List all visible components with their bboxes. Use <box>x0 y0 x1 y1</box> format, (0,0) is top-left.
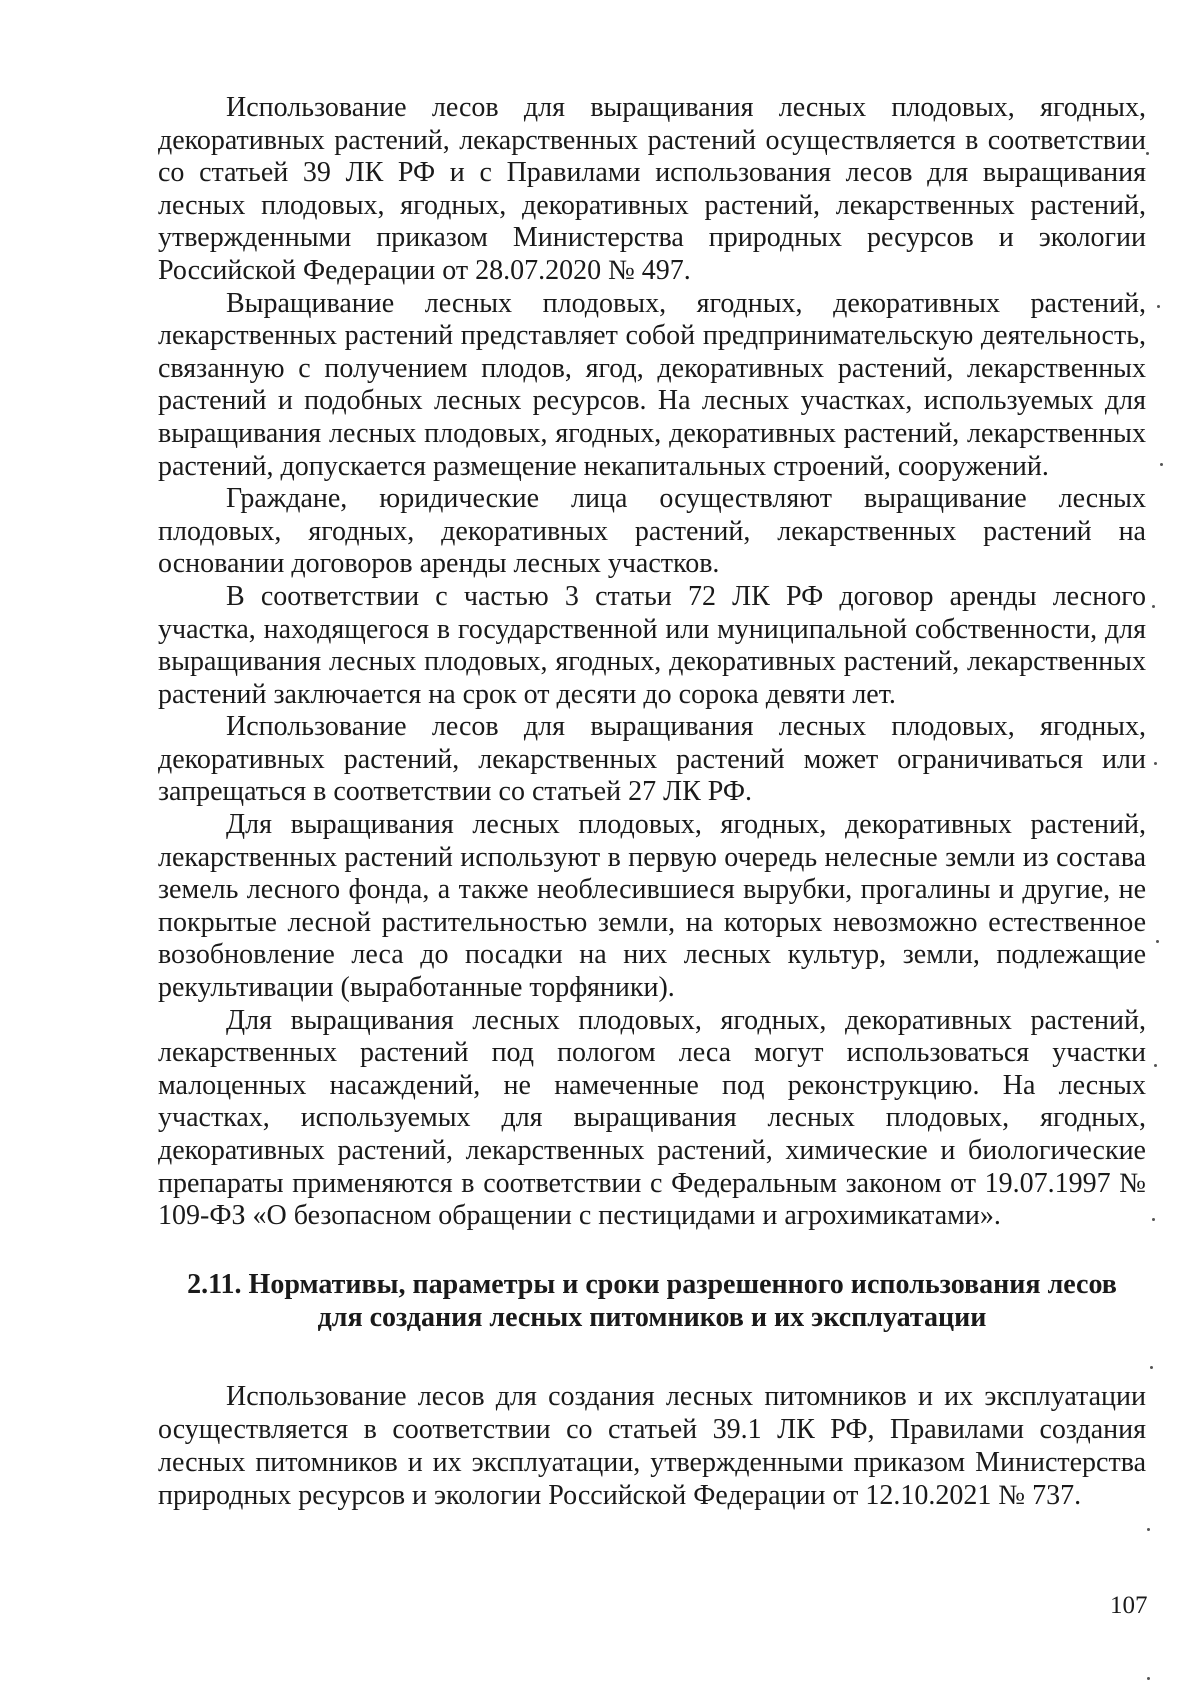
paragraph-forest-use-cultivation: Использование лесов для выращивания лесных плодовых, ягодных, декоративных растений, лекарственных растений осуществляется в соответствии со статьей 39 ЛК РФ и с Правилами использования лесов для выращивания лесных плодовых, ягодных, декоративных растений, лекарственных растений, утвержденными приказом Министерства природных ресурсов и экологии Российской Федерации от 28.07.2020 № 497. <box>158 92 1146 286</box>
page-number: 107 <box>1110 1592 1148 1619</box>
scan-speck <box>1160 463 1163 466</box>
scan-speck <box>1157 305 1160 308</box>
section-heading-line2: для создания лесных питомников и их эксплуатации <box>317 1301 987 1333</box>
document-page <box>158 92 1146 1512</box>
paragraph-restrictions: Использование лесов для выращивания лесных плодовых, ягодных, декоративных растений, лекарственных растений может ограничиваться или запрещаться в соответствии со статьей 27 ЛК РФ. <box>158 711 1146 808</box>
scan-speck <box>1150 1366 1153 1369</box>
scan-speck <box>1147 1677 1150 1680</box>
scan-speck <box>1156 940 1159 943</box>
scan-speck <box>1154 762 1157 765</box>
section-heading <box>158 1268 1146 1334</box>
paragraph-land-priority: Для выращивания лесных плодовых, ягодных, декоративных растений, лекарственных растений используют в первую очередь нелесные земли из состава земель лесного фонда, а также необлесившиеся вырубки, прогалины и другие, не покрытые лесной растительностью земли, на которых невозможно естественное возобновление леса до посадки на них лесных культур, земли, подлежащие рекультивации (выработанные торфяники). <box>158 809 1146 1004</box>
scan-speck <box>1154 1064 1157 1067</box>
paragraph-under-canopy: Для выращивания лесных плодовых, ягодных, декоративных растений, лекарственных растений под пологом леса могут использоваться участки малоценных насаждений, не намеченные под реконструкцию. На лесных участках, используемых для выращивания лесных плодовых, ягодных, декоративных растений, лекарственных растений, химические и биологические препараты применяются в соответствии с Федеральным законом от 19.07.1997 № 109-ФЗ «О безопасном обращении с пестицидами и агрохимикатами». <box>158 1004 1146 1232</box>
paragraph-cultivation-definition: Выращивание лесных плодовых, ягодных, декоративных растений, лекарственных растений представляет собой предпринимательскую деятельность, связанную с получением плодов, ягод, декоративных растений, лекарственных растений и подобных лесных ресурсов. На лесных участках, используемых для выращивания лесных плодовых, ягодных, декоративных растений, лекарственных растений, допускается размещение некапитальных строений, сооружений. <box>158 287 1146 482</box>
paragraph-citizens-lease: Граждане, юридические лица осуществляют выращивание лесных плодовых, ягодных, декоративных растений, лекарственных растений на основании договоров аренды лесных участков. <box>158 483 1146 580</box>
paragraph-lease-term: В соответствии с частью 3 статьи 72 ЛК РФ договор аренды лесного участка, находящегося в государственной или муниципальной собственности, для выращивания лесных плодовых, ягодных, декоративных растений, лекарственных растений заключается на срок от десяти до сорока девяти лет. <box>158 580 1146 710</box>
scan-speck <box>1146 152 1149 155</box>
scan-speck <box>1152 1218 1155 1221</box>
paragraph-nurseries: Использование лесов для создания лесных питомников и их эксплуатации осуществляется в соответствии со статьей 39.1 ЛК РФ, Правилами создания лесных питомников и их эксплуатации, утвержденными приказом Министерства природных ресурсов и экологии Российской Федерации от 12.10.2021 № 737. <box>158 1380 1146 1511</box>
scan-speck <box>1152 605 1155 608</box>
section-heading-line1: 2.11. Нормативы, параметры и сроки разрешенного использования лесов <box>187 1268 1117 1300</box>
scan-speck <box>1147 1528 1150 1531</box>
